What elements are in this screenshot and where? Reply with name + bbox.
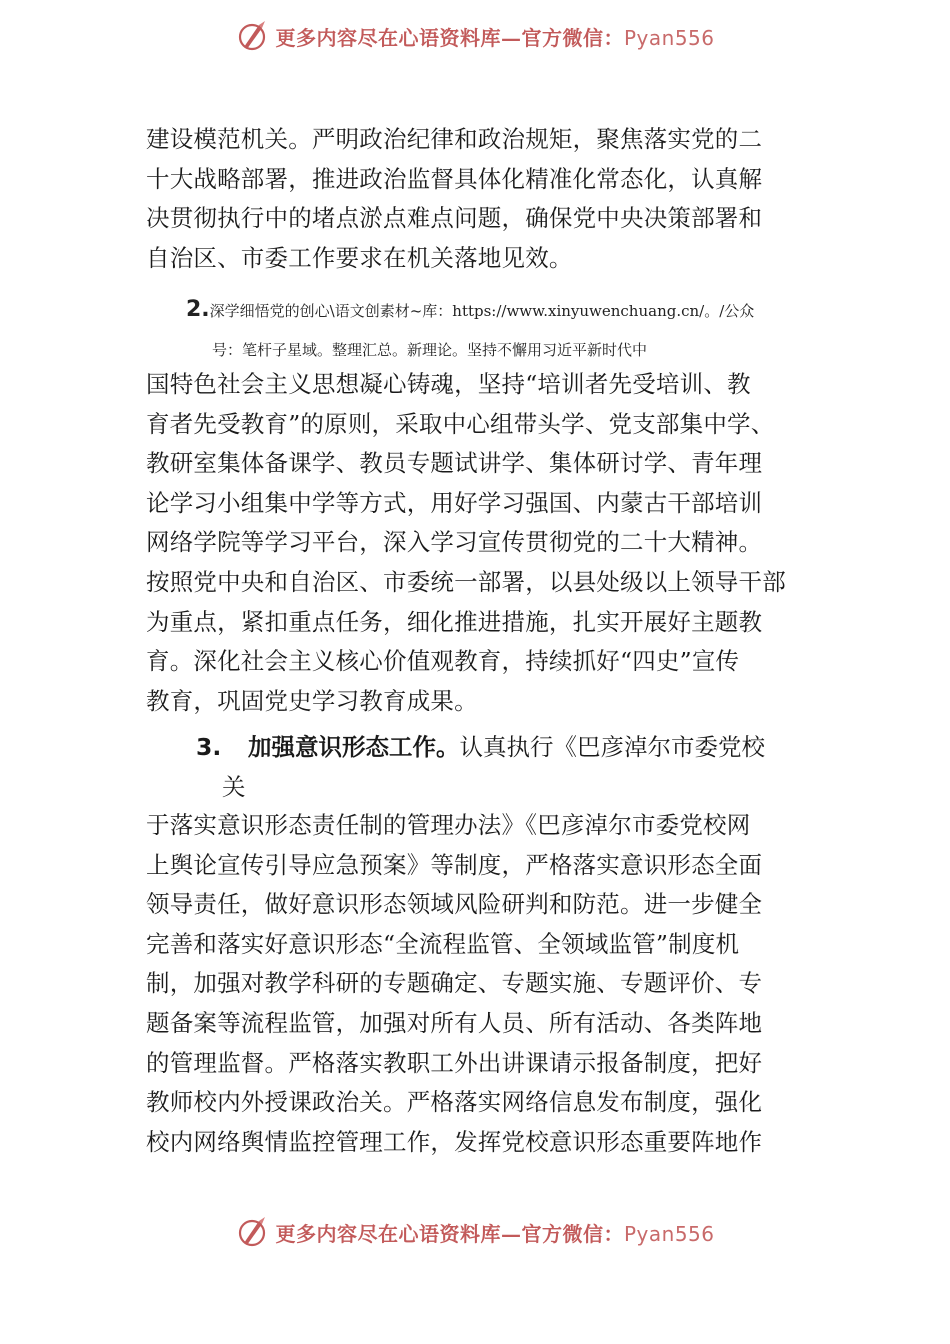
text-line: 论学习小组集中学等方式，用好学习强国、内蒙古干部培训 [146, 488, 763, 517]
text-line: 按照党中央和自治区、市委统一部署，以县处级以上领导干部 [146, 567, 786, 596]
text-line: 校内网络舆情监控管理工作，发挥党校意识形态重要阵地作 [146, 1127, 763, 1156]
banner-text: 更多内容尽在心语资料库—官方微信：Pyan556 [275, 25, 715, 50]
text-line: 于落实意识形态责任制的管理办法》《巴彦淖尔市委党校网 [146, 811, 751, 839]
text-line: 网络学院等学习平台，深入学习宣传贯彻党的二十大精神。 [146, 528, 763, 557]
text-line: 自治区、市委工作要求在机关落地见效。 [146, 243, 573, 272]
item-3-continuation: 关 [222, 772, 246, 801]
text-line: 建设模范机关。严明政治纪律和政治规矩，聚焦落实党的二 [146, 125, 763, 153]
banner-wechat-id: Pyan556 [623, 1221, 715, 1246]
text-line: 国特色社会主义思想凝心铸魂，坚持“培训者先受培训、教 [146, 370, 751, 398]
item-2-number: 2. [186, 297, 210, 322]
quill-pen-logo-icon [235, 1215, 269, 1249]
header-banner [0, 16, 950, 56]
text-line: 完善和落实好意识形态“全流程监管、全领域监管”制度机 [146, 929, 740, 958]
item-3-number: 3. [196, 733, 222, 761]
text-line: 教研室集体备课学、教员专题试讲学、集体研讨学、青年理 [146, 449, 763, 478]
text-line: 育者先受教育”的原则，采取中心组带头学、党支部集中学、 [146, 409, 775, 438]
text-line: 育。深化社会主义核心价值观教育，持续抓好“四史”宣传 [146, 647, 740, 676]
paragraph-3 [146, 806, 826, 1162]
item-2-line-2 [212, 330, 912, 370]
item-3-bold-title: 加强意识形态工作。 [248, 733, 460, 761]
item-3-heading [196, 728, 836, 807]
text-line: 教育，巩固党史学习教育成果。 [146, 686, 478, 715]
banner-text: 更多内容尽在心语资料库—官方微信：Pyan556 [275, 1221, 715, 1246]
item-2-text-2: 号：笔杆子星域。整理汇总。新理论。坚持不懈用习近平新时代中 [212, 341, 648, 359]
text-line: 上舆论宣传引导应急预案》等制度，严格落实意识形态全面 [146, 850, 763, 879]
item-2-text-1: 深学细悟党的创心\语文创素材~库：https://www.xinyuwenchuang.cn/。/公众 [209, 302, 755, 320]
text-line: 领导责任，做好意识形态领域风险研判和防范。进一步健全 [146, 890, 763, 919]
paragraph-1 [146, 120, 826, 278]
text-line: 的管理监督。严格落实教职工外出讲课请示报备制度，把好 [146, 1048, 763, 1077]
text-line: 制，加强对教学科研的专题确定、专题实施、专题评价、专 [146, 969, 763, 998]
quill-pen-logo-icon [235, 19, 269, 53]
paragraph-2 [146, 365, 826, 721]
text-line: 为重点，紧扣重点任务，细化推进措施，扎实开展好主题教 [146, 607, 763, 636]
banner-wechat-id: Pyan556 [623, 25, 715, 50]
text-line: 教师校内外授课政治关。严格落实网络信息发布制度，强化 [146, 1088, 763, 1117]
footer-banner [0, 1212, 950, 1252]
item-2-line-1 [146, 290, 846, 331]
text-line: 题备案等流程监管，加强对所有人员、所有活动、各类阵地 [146, 1008, 763, 1037]
item-3-text: 认真执行《巴彦淖尔市委党校 [459, 733, 765, 761]
text-line: 十大战略部署，推进政治监督具体化精准化常态化，认真解 [146, 164, 763, 193]
text-line: 决贯彻执行中的堵点淤点难点问题，确保党中央决策部署和 [146, 204, 763, 233]
